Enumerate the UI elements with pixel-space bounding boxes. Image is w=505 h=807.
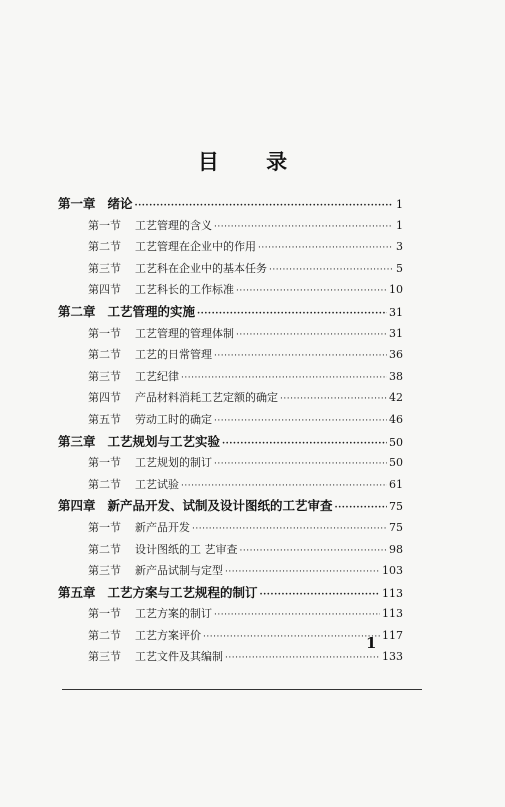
section-title: 工艺试验	[135, 477, 179, 491]
section-title: 工艺的日常管理	[135, 348, 212, 362]
chapter-label: 第三章	[58, 433, 96, 449]
chapter-title: 工艺管理的实施	[107, 303, 196, 319]
section-page-number: 61	[389, 477, 403, 491]
section-title: 工艺管理的管理体制	[135, 326, 234, 340]
toc-section-entry	[58, 387, 403, 409]
section-page-number: 42	[389, 391, 403, 405]
dot-leader	[181, 368, 387, 390]
dot-leader	[214, 217, 393, 239]
chapter-label: 第二章	[58, 303, 96, 319]
page-number: 1	[366, 634, 377, 652]
section-title: 劳动工时的确定	[135, 412, 212, 426]
chapter-title: 工艺方案与工艺规程的制订	[107, 584, 258, 600]
chapter-page-number: 75	[389, 500, 403, 514]
section-title: 设计图纸的工 艺审查	[135, 542, 238, 556]
chapter-label: 第五章	[58, 584, 96, 600]
dot-leader	[222, 434, 387, 456]
section-page-number: 31	[389, 326, 403, 340]
dot-leader	[181, 476, 387, 498]
dot-leader	[240, 541, 388, 563]
section-label: 第五节	[88, 412, 121, 426]
section-label: 第三节	[88, 369, 121, 383]
dot-leader	[203, 627, 380, 649]
toc-section-entry	[58, 452, 403, 474]
section-label: 第四节	[88, 391, 121, 405]
toc-section-entry	[58, 646, 403, 668]
chapter-page-number: 31	[389, 305, 403, 319]
section-label: 第二节	[88, 542, 121, 556]
section-page-number: 5	[396, 261, 403, 275]
dot-leader	[260, 585, 380, 607]
section-page-number: 1	[396, 218, 403, 232]
chapter-title: 工艺规划与工艺实验	[107, 433, 221, 449]
section-page-number: 117	[382, 628, 403, 642]
table-of-contents	[58, 193, 403, 668]
section-label: 第三节	[88, 650, 121, 664]
section-page-number: 10	[389, 283, 403, 297]
section-label: 第一节	[88, 326, 121, 340]
toc-chapter-entry	[58, 431, 403, 453]
section-page-number: 36	[389, 348, 403, 362]
section-title: 新产品开发	[135, 520, 190, 534]
dot-leader	[236, 325, 387, 347]
section-page-number: 38	[389, 369, 403, 383]
section-page-number: 103	[382, 564, 403, 578]
toc-section-entry	[58, 323, 403, 345]
section-title: 工艺管理的含义	[135, 218, 212, 232]
section-label: 第三节	[88, 564, 121, 578]
section-title: 工艺方案评价	[135, 628, 201, 642]
bottom-rule	[62, 689, 422, 690]
toc-chapter-entry	[58, 582, 403, 604]
toc-section-entry	[58, 603, 403, 625]
dot-leader	[214, 605, 380, 627]
dot-leader	[192, 519, 387, 541]
section-label: 第三节	[88, 261, 121, 275]
dot-leader	[214, 454, 387, 476]
section-page-number: 75	[389, 520, 403, 534]
section-page-number: 98	[389, 542, 403, 556]
section-label: 第一节	[88, 520, 121, 534]
section-page-number: 50	[389, 456, 403, 470]
toc-section-entry	[58, 474, 403, 496]
dot-leader	[280, 389, 387, 411]
section-label: 第一节	[88, 218, 121, 232]
chapter-label: 第四章	[58, 498, 96, 514]
section-title: 工艺方案的制订	[135, 607, 212, 621]
section-title: 工艺规划的制订	[135, 456, 212, 470]
dot-leader	[225, 562, 380, 584]
section-title: 工艺纪律	[135, 369, 179, 383]
toc-section-entry	[58, 517, 403, 539]
toc-chapter-entry	[58, 193, 403, 215]
chapter-page-number: 1	[396, 198, 403, 211]
section-page-number: 133	[382, 650, 403, 664]
chapter-page-number: 113	[382, 586, 403, 600]
section-label: 第二节	[88, 477, 121, 491]
section-page-number: 113	[382, 607, 403, 621]
section-title: 工艺文件及其编制	[135, 650, 223, 664]
section-label: 第四节	[88, 283, 121, 297]
section-title: 工艺管理在企业中的作用	[135, 240, 256, 254]
toc-section-entry	[58, 344, 403, 366]
section-label: 第二节	[88, 348, 121, 362]
dot-leader	[214, 346, 387, 368]
toc-section-entry	[58, 258, 403, 280]
section-page-number: 3	[396, 240, 403, 254]
dot-leader	[236, 281, 387, 303]
section-title: 新产品试制与定型	[135, 564, 223, 578]
toc-section-entry	[58, 366, 403, 388]
toc-chapter-entry	[58, 301, 403, 323]
dot-leader	[258, 238, 393, 260]
dot-leader	[269, 260, 393, 282]
chapter-label: 第一章	[58, 196, 96, 211]
toc-section-entry	[58, 279, 403, 301]
section-label: 第一节	[88, 607, 121, 621]
toc-section-entry	[58, 215, 403, 237]
toc-section-entry	[58, 625, 403, 647]
section-page-number: 46	[389, 412, 403, 426]
dot-leader	[225, 648, 380, 670]
section-label: 第二节	[88, 628, 121, 642]
chapter-page-number: 50	[389, 435, 403, 449]
page-title: 目 录	[197, 150, 308, 174]
section-label: 第二节	[88, 240, 121, 254]
toc-section-entry	[58, 560, 403, 582]
toc-section-entry	[58, 236, 403, 258]
toc-section-entry	[58, 409, 403, 431]
section-title: 产品材料消耗工艺定额的确定	[135, 391, 278, 405]
toc-section-entry	[58, 539, 403, 561]
dot-leader	[214, 411, 387, 433]
chapter-title: 绪论	[107, 196, 133, 211]
section-label: 第一节	[88, 456, 121, 470]
toc-chapter-entry	[58, 495, 403, 517]
chapter-title: 新产品开发、试制及设计图纸的工艺审查	[107, 498, 333, 514]
section-title: 工艺科在企业中的基本任务	[135, 261, 267, 275]
dot-leader	[335, 498, 387, 520]
section-title: 工艺科长的工作标准	[135, 283, 234, 297]
